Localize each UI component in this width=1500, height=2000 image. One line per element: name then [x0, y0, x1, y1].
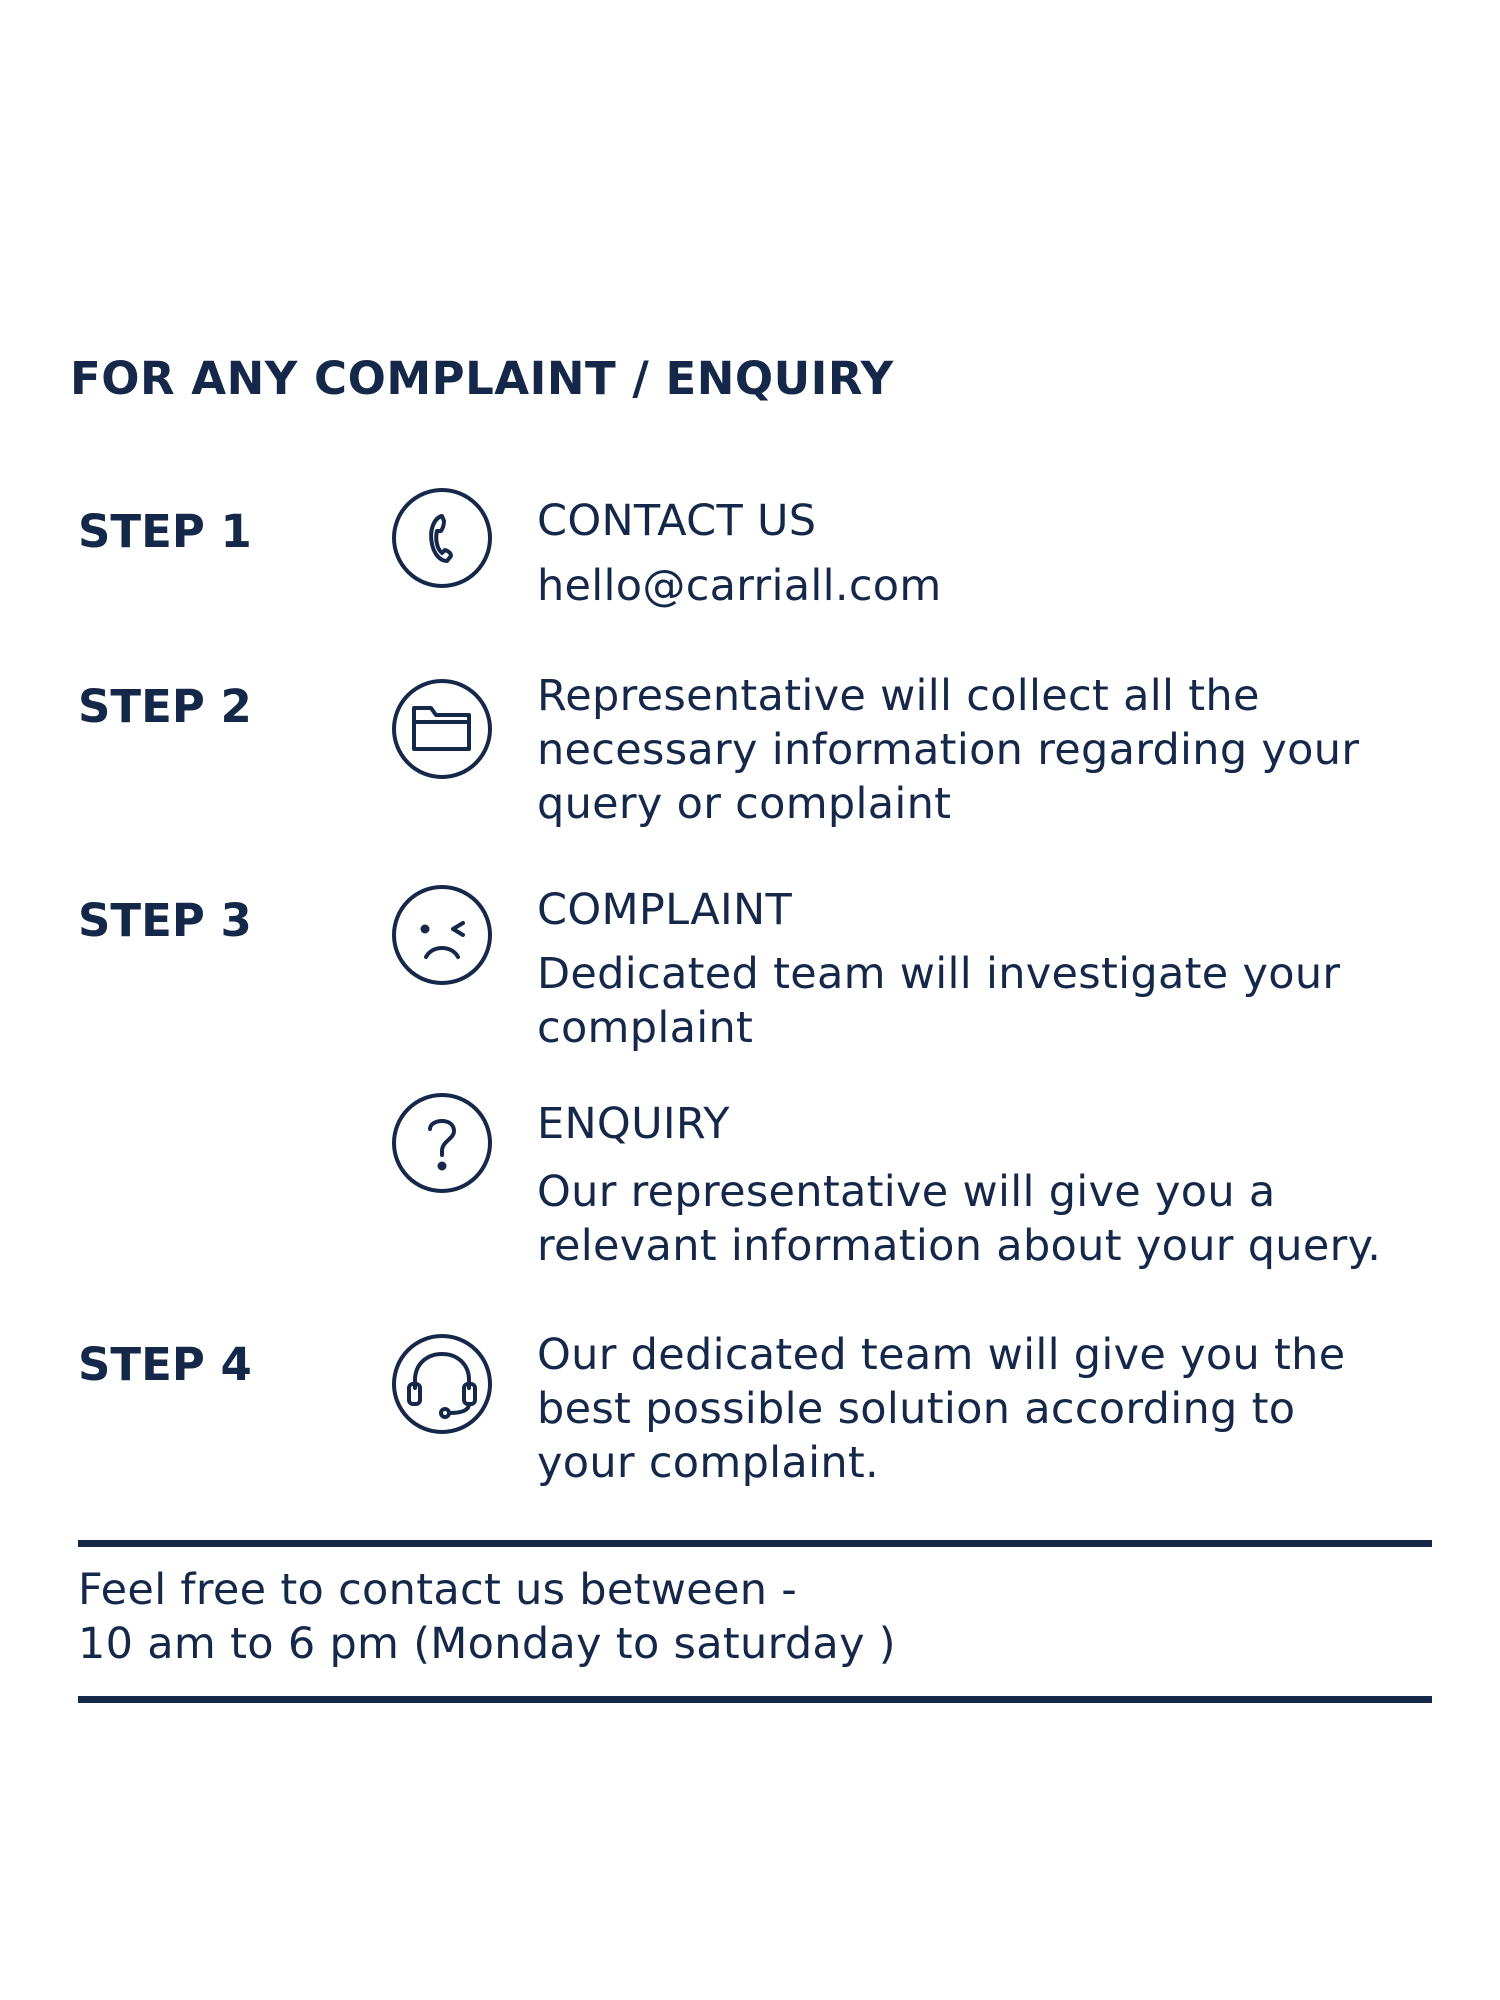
folder-icon — [390, 677, 494, 781]
step-1-label: STEP 1 — [78, 505, 252, 558]
enquiry-line: Our representative will give you a — [537, 1167, 1276, 1217]
bottom-divider — [78, 1696, 1432, 1703]
complaint-line: Dedicated team will investigate your — [537, 949, 1341, 999]
footer-line: Feel free to contact us between - — [78, 1565, 798, 1615]
contact-hours-note — [78, 1563, 896, 1671]
step-4-label: STEP 4 — [78, 1338, 252, 1391]
step-3-label: STEP 3 — [78, 894, 252, 947]
step-3-complaint-text — [537, 883, 1457, 1055]
question-icon — [390, 1091, 494, 1195]
step-2-line: query or complaint — [537, 779, 952, 829]
step-2-line: Representative will collect all the — [537, 671, 1260, 721]
top-divider — [78, 1540, 1432, 1547]
contact-email: hello@carriall.com — [537, 561, 942, 611]
step-3-enquiry-text — [537, 1097, 1457, 1273]
sad-face-icon — [390, 883, 494, 987]
contact-us-heading: CONTACT US — [537, 496, 817, 546]
enquiry-line: relevant information about your query. — [537, 1221, 1382, 1271]
step-4-line: best possible solution according to — [537, 1384, 1296, 1434]
complaint-line: complaint — [537, 1003, 754, 1053]
step-2-label: STEP 2 — [78, 680, 252, 733]
headset-icon — [390, 1332, 494, 1436]
enquiry-heading: ENQUIRY — [537, 1099, 730, 1149]
complaint-heading: COMPLAINT — [537, 885, 793, 935]
step-4-line: your complaint. — [537, 1438, 880, 1488]
step-4-text — [537, 1328, 1457, 1490]
step-2-line: necessary information regarding your — [537, 725, 1360, 775]
step-2-text — [537, 669, 1457, 831]
step-4-line: Our dedicated team will give you the — [537, 1330, 1346, 1380]
step-1-text — [537, 494, 1457, 613]
footer-line: 10 am to 6 pm (Monday to saturday ) — [78, 1619, 896, 1669]
page-title: FOR ANY COMPLAINT / ENQUIRY — [70, 352, 894, 405]
phone-icon — [390, 486, 494, 590]
